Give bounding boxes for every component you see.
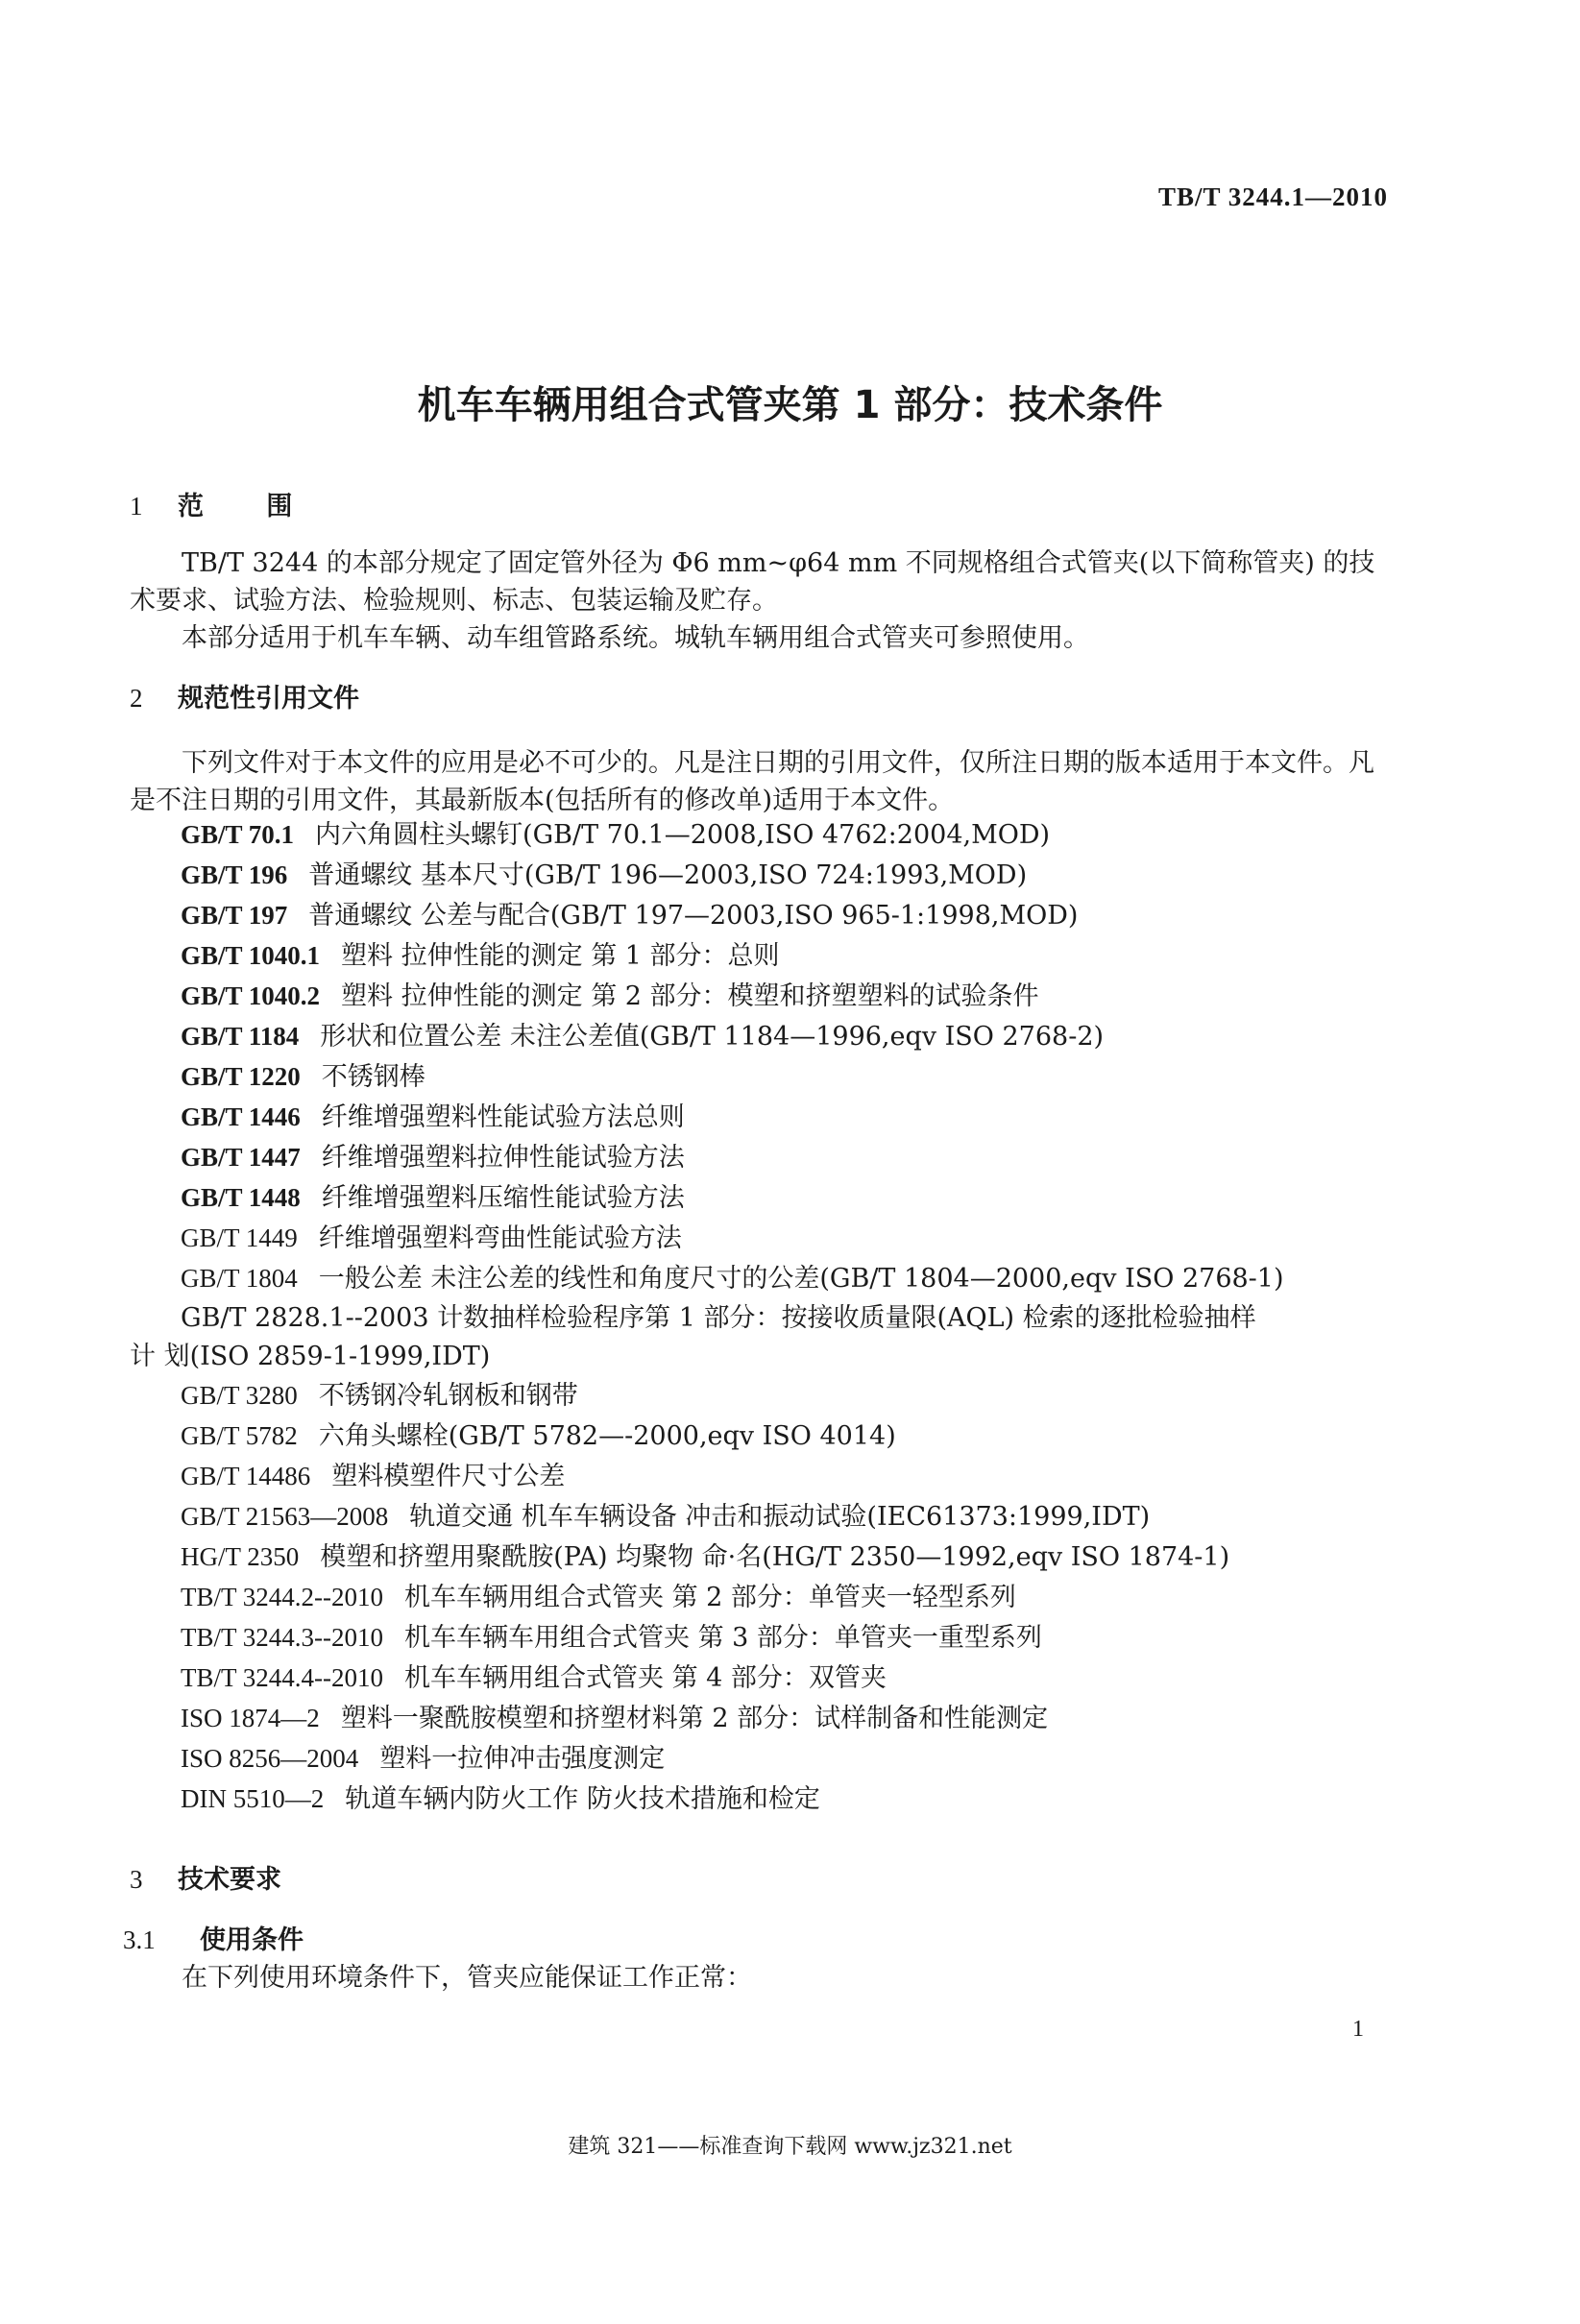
section-3-1-paragraph: 在下列使用环境条件下，管夹应能保证工作正常： xyxy=(182,1963,752,1993)
reference-title: 机车车辆用组合式管夹 第 4 部分：双管夹 xyxy=(404,1663,887,1693)
reference-item xyxy=(181,1218,1391,1258)
section-1-paragraph-1: TB/T 3244 的本部分规定了固定管外径为 Φ6 mm~φ64 mm 不同规格组合式管夹(以下简称管夹) 的技术要求、试验方法、检验规则、标志、包装运输及贮存。 xyxy=(130,548,1375,616)
reference-code: GB/T 1040.2 xyxy=(181,981,321,1010)
reference-code: GB/T 3280 xyxy=(181,1381,298,1410)
section-2-paragraph: 下列文件对于本文件的应用是必不可少的。凡是注日期的引用文件，仅所注日期的版本适用于本文件。凡是不注日期的引用文件，其最新版本(包括所有的修改单)适用于本文件。 xyxy=(130,748,1374,815)
reference-title: 不锈钢棒 xyxy=(321,1062,425,1092)
reference-code: TB/T 3244.2--2010 xyxy=(181,1583,383,1611)
section-1-paragraph-2: 本部分适用于机车车辆、动车组管路系统。城轨车辆用组合式管夹可参照使用。 xyxy=(182,623,1089,653)
reference-line-2: 计 划(ISO 2859-1-1999,IDT) xyxy=(130,1342,491,1371)
reference-title: 塑料 拉伸性能的测定 第 1 部分：总则 xyxy=(341,941,780,971)
reference-list-a xyxy=(181,814,1391,1298)
reference-code: ISO 8256—2004 xyxy=(181,1744,359,1773)
reference-item xyxy=(181,1016,1391,1056)
section-2-heading xyxy=(130,677,359,714)
reference-code: DIN 5510—2 xyxy=(181,1784,325,1813)
reference-item xyxy=(181,1416,1391,1456)
reference-title: 机车车辆车用组合式管夹 第 3 部分：单管夹一重型系列 xyxy=(404,1623,1042,1653)
reference-title: 纤维增强塑料性能试验方法总则 xyxy=(321,1102,685,1132)
page-number: 1 xyxy=(1352,2017,1364,2042)
section-title: 技术要求 xyxy=(178,1865,281,1895)
reference-code: GB/T 70.1 xyxy=(181,820,295,849)
reference-title: 塑料 拉伸性能的测定 第 2 部分：模塑和挤塑塑料的试验条件 xyxy=(341,981,1039,1011)
reference-code: GB/T 1447 xyxy=(181,1143,301,1172)
reference-code: GB/T 1220 xyxy=(181,1062,301,1091)
reference-item xyxy=(181,1698,1391,1738)
reference-title: 内六角圆柱头螺钉(GB/T 70.1—2008,ISO 4762:2004,MOD) xyxy=(315,820,1051,850)
reference-item xyxy=(181,855,1391,895)
reference-list-b xyxy=(181,1375,1391,1819)
reference-code: TB/T 3244.4--2010 xyxy=(181,1663,383,1692)
section-title: 规范性引用文件 xyxy=(178,684,359,714)
reference-code: GB/T 5782 xyxy=(181,1421,298,1450)
reference-code: TB/T 3244.3--2010 xyxy=(181,1623,383,1652)
subsection-title: 使用条件 xyxy=(200,1925,304,1955)
reference-title: 塑料模塑件尺寸公差 xyxy=(331,1462,566,1491)
reference-code: GB/T 1804 xyxy=(181,1264,298,1293)
subsection-number: 3.1 xyxy=(123,1925,156,1954)
reference-code: GB/T 14486 xyxy=(181,1462,311,1490)
reference-code: GB/T 197 xyxy=(181,901,288,930)
reference-code: GB/T 1449 xyxy=(181,1223,298,1252)
standard-code: TB/T 3244.1—2010 xyxy=(1157,182,1388,211)
reference-title: 形状和位置公差 未注公差值(GB/T 1184—1996,eqv ISO 2768-2) xyxy=(320,1022,1105,1052)
section-number: 2 xyxy=(130,684,143,713)
section-1-heading xyxy=(130,485,319,522)
reference-title: 六角头螺栓(GB/T 5782—-2000,eqv ISO 4014) xyxy=(318,1421,896,1451)
reference-code: HG/T 2350 xyxy=(181,1542,300,1571)
reference-title: 纤维增强塑料压缩性能试验方法 xyxy=(321,1183,685,1213)
reference-title: 轨道车辆内防火工作 防火技术措施和检定 xyxy=(345,1784,820,1814)
section-3-heading xyxy=(130,1858,281,1896)
reference-title: 不锈钢冷轧钢板和钢带 xyxy=(318,1381,578,1411)
reference-item xyxy=(181,1456,1391,1496)
reference-code: ISO 1874—2 xyxy=(181,1704,320,1732)
reference-code: GB/T 21563—2008 xyxy=(181,1502,389,1531)
reference-title: 纤维增强塑料弯曲性能试验方法 xyxy=(318,1223,682,1253)
section-title: 范 围 xyxy=(178,492,320,521)
reference-item xyxy=(181,1258,1391,1298)
reference-line-1: GB/T 2828.1--2003 计数抽样检验程序第 1 部分：按接收质量限(AQL) 检索的逐批检验抽样 xyxy=(181,1303,1256,1333)
reference-code: GB/T 196 xyxy=(181,860,288,889)
reference-item xyxy=(181,1738,1391,1779)
reference-item-wrapped xyxy=(130,1298,1383,1375)
subsection-3-1-heading xyxy=(123,1919,304,1956)
reference-item xyxy=(181,1658,1391,1698)
reference-item xyxy=(181,1097,1391,1137)
reference-code: GB/T 1040.1 xyxy=(181,941,321,970)
reference-title: 一般公差 未注公差的线性和角度尺寸的公差(GB/T 1804—2000,eqv ISO 2768-1) xyxy=(318,1264,1284,1294)
reference-item xyxy=(181,1056,1391,1097)
reference-title: 机车车辆用组合式管夹 第 2 部分：单管夹一轻型系列 xyxy=(404,1583,1016,1612)
reference-title: 塑料一拉伸冲击强度测定 xyxy=(379,1744,666,1774)
reference-item xyxy=(181,1779,1391,1819)
reference-title: 普通螺纹 基本尺寸(GB/T 196—2003,ISO 724:1993,MOD) xyxy=(308,860,1028,890)
reference-item xyxy=(181,1375,1391,1416)
reference-item xyxy=(181,1617,1391,1658)
reference-title: 模塑和挤塑用聚酰胺(PA) 均聚物 命·名(HG/T 2350—1992,eqv ISO 1874-1) xyxy=(320,1542,1230,1572)
reference-item xyxy=(181,1496,1391,1537)
reference-code: GB/T 1446 xyxy=(181,1102,301,1131)
reference-title: 塑料一聚酰胺模塑和挤塑材料第 2 部分：试样制备和性能测定 xyxy=(340,1704,1049,1733)
reference-item xyxy=(181,1137,1391,1177)
reference-item xyxy=(181,895,1391,935)
reference-item xyxy=(181,814,1391,855)
footer-watermark: 建筑 321——标准查询下载网 www.jz321.net xyxy=(568,2135,1012,2159)
reference-item xyxy=(181,1577,1391,1617)
reference-title: 普通螺纹 公差与配合(GB/T 197—2003,ISO 965-1:1998,MOD) xyxy=(308,901,1079,931)
reference-item xyxy=(181,935,1391,976)
document-title: 机车车辆用组合式管夹第 1 部分：技术条件 xyxy=(417,383,1163,427)
reference-item xyxy=(181,1537,1391,1577)
reference-code: GB/T 1448 xyxy=(181,1183,301,1212)
reference-code: GB/T 1184 xyxy=(181,1022,300,1051)
reference-title: 纤维增强塑料拉伸性能试验方法 xyxy=(321,1143,685,1173)
section-number: 3 xyxy=(130,1865,143,1894)
reference-item xyxy=(181,1177,1391,1218)
section-number: 1 xyxy=(130,492,143,520)
reference-title: 轨道交通 机车车辆设备 冲击和振动试验(IEC61373:1999,IDT) xyxy=(409,1502,1151,1532)
reference-item xyxy=(181,976,1391,1016)
